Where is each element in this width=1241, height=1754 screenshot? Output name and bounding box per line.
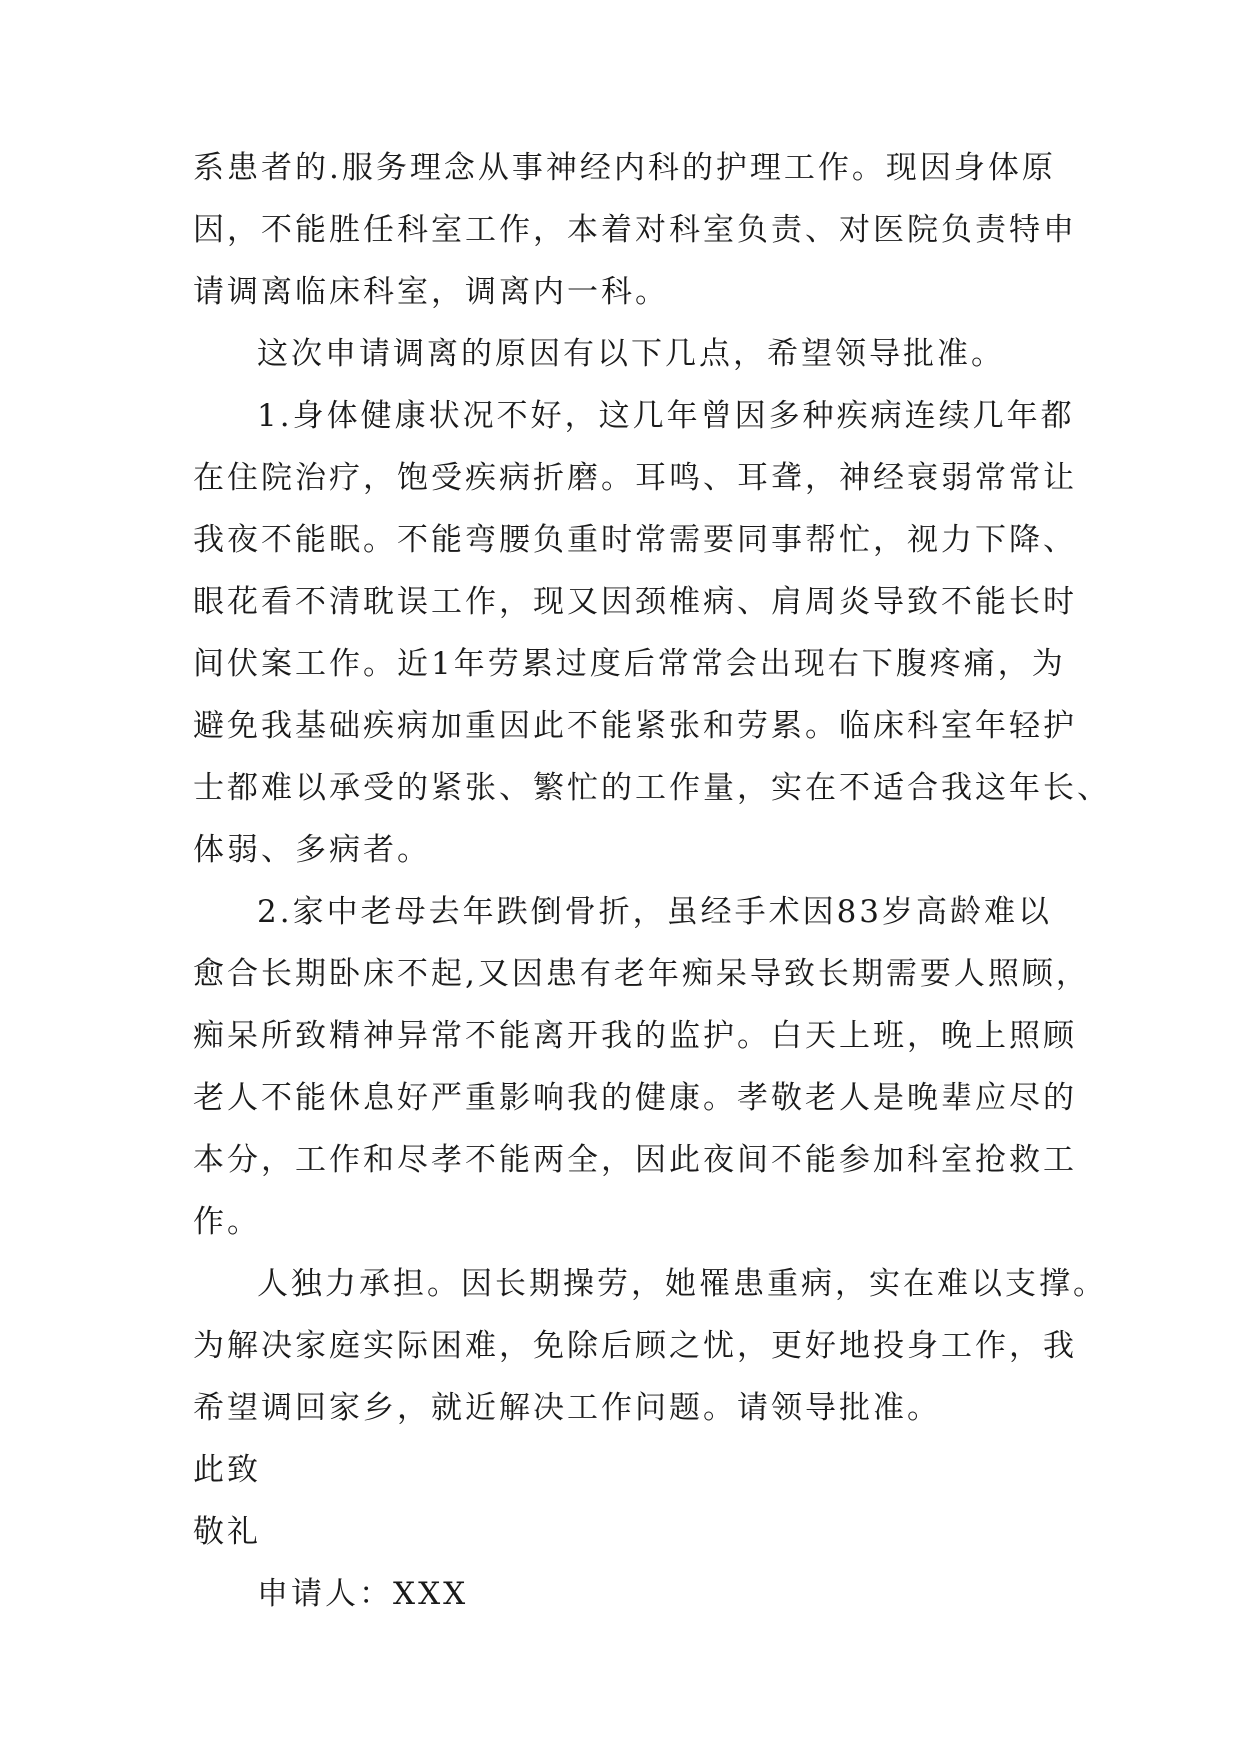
text-line: 老人不能休息好严重影响我的健康。孝敬老人是晚辈应尽的 — [193, 1080, 1077, 1116]
text-line: 体弱、多病者。 — [193, 832, 431, 868]
text-line: 请调离临床科室，调离内一科。 — [193, 274, 669, 310]
text-line: 系患者的.服务理念从事神经内科的护理工作。现因身体原 — [193, 150, 1056, 186]
text-line: 为解决家庭实际困难，免除后顾之忧，更好地投身工作，我 — [193, 1328, 1077, 1364]
text-line: 在住院治疗，饱受疾病折磨。耳鸣、耳聋，神经衰弱常常让 — [193, 460, 1077, 496]
closing-regards: 敬礼 — [193, 1514, 261, 1550]
text-line: 我夜不能眠。不能弯腰负重时常需要同事帮忙，视力下降、 — [193, 522, 1077, 558]
text-line: 眼花看不清耽误工作，现又因颈椎病、肩周炎导致不能长时 — [193, 584, 1077, 620]
text-line: 2.家中老母去年跌倒骨折，虽经手术因83岁高龄难以 — [257, 894, 1053, 930]
text-line: 人独力承担。因长期操劳，她罹患重病，实在难以支撑。 — [257, 1266, 1107, 1302]
text-line: 希望调回家乡，就近解决工作问题。请领导批准。 — [193, 1390, 941, 1426]
applicant-signature: 申请人：XXX — [257, 1576, 469, 1612]
text-line: 因，不能胜任科室工作，本着对科室负责、对医院负责特申 — [193, 212, 1077, 248]
text-line: 1.身体健康状况不好，这几年曾因多种疾病连续几年都 — [257, 398, 1075, 434]
text-line: 间伏案工作。近1年劳累过度后常常会出现右下腹疼痛，为 — [193, 646, 1066, 682]
closing-salutation: 此致 — [193, 1452, 261, 1488]
text-line: 痴呆所致精神异常不能离开我的监护。白天上班，晚上照顾 — [193, 1018, 1077, 1054]
text-line: 本分，工作和尽孝不能两全，因此夜间不能参加科室抢救工 — [193, 1142, 1077, 1178]
text-line: 愈合长期卧床不起,又因患有老年痴呆导致长期需要人照顾， — [193, 956, 1090, 992]
text-line: 作。 — [193, 1204, 261, 1240]
text-line: 这次申请调离的原因有以下几点，希望领导批准。 — [257, 336, 1005, 372]
text-line: 避免我基础疾病加重因此不能紧张和劳累。临床科室年轻护 — [193, 708, 1077, 744]
text-line: 士都难以承受的紧张、繁忙的工作量，实在不适合我这年长、 — [193, 770, 1111, 806]
